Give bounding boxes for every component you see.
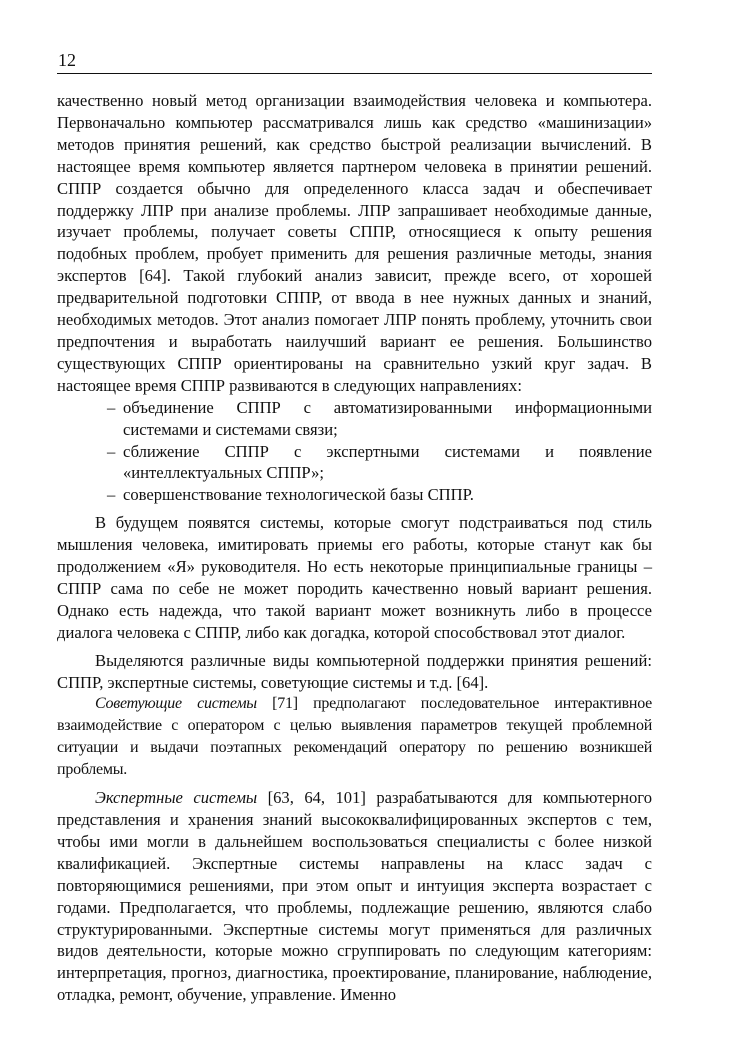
- term-advisory-systems: Советующие системы: [95, 695, 257, 713]
- header-rule: [57, 73, 652, 74]
- expert-systems-text: [63, 64, 101] разрабатываются для компьютерного представления и хранения знаний высококвалифицированных экспертов с тем, чтобы ими могли в дальнейшем воспользоваться специалисты с более низкой квалификацией. Экспертные системы направлены на класс задач с повторяющимися решениями, при этом опыт и интуиция эксперта возрастает с годами. Предполагается, что проблемы, подлежащие решению, являются слабо структурированными. Экспертные системы могут применяться для различных видов деятельности, которые можно сгруппировать по следующим категориям: интерпретация, прогноз, диагностика, проектирование, планирование, наблюдение, отладка, ремонт, обучение, управление. Именно: [57, 788, 652, 1005]
- paragraph-advisory-systems: [57, 693, 652, 781]
- paragraph-future-systems: В будущем появятся системы, которые смогут подстраиваться под стиль мышления человека, имитировать приемы его работы, которые станут как бы продолжением «Я» руководителя. Но есть некоторые принципиальные границы – СППР сама по себе не может породить качественно новый вариант решения. Однако есть надежда, что такой вариант может возникнуть либо в процессе диалога человека с СППР, либо как догадка, которой способствовал этот диалог.: [57, 513, 652, 642]
- list-item: – сближение СППР с экспертными системами и появление «интеллектуальных СППР»;: [107, 441, 652, 485]
- page-body: [57, 90, 652, 1006]
- page-number: 12: [58, 50, 76, 70]
- advisory-systems-text: [71] предполагают последовательное интерактивное взаимодействие с оператором с целью выявления параметров текущей проблемной ситуации и выдачи поэтапных рекомендаций оператору по решению возникшей проблемы.: [57, 695, 653, 779]
- paragraph-support-types: Выделяются различные виды компьютерной поддержки принятия решений: СППР, экспертные системы, советующие системы и т.д. [64].: [57, 650, 652, 692]
- directions-list: [57, 397, 652, 507]
- paragraph-continuation: качественно новый метод организации взаимодействия человека и компьютера. Первоначально компьютер рассматривался лишь как средство «машинизации» методов принятия решений, как средство быстрой реализации вычислений. В настоящее время компьютер является партнером человека в принятии решений. СППР создается обычно для определенного класса задач и обеспечивает поддержку ЛПР при анализе проблемы. ЛПР запрашивает необходимые данные, изучает проблемы, получает советы СППР, относящиеся к опыту решения подобных проблем, пробует применить для решения различные методы, знания экспертов [64]. Такой глубокий анализ зависит, прежде всего, от хорошей предварительной подготовки СППР, от ввода в нее нужных данных и знаний, необходимых методов. Этот анализ помогает ЛПР понять проблему, уточнить свои предпочтения и выработать наилучший вариант ее решения. Большинство существующих СППР ориентированы на сравнительно узкий круг задач. В настоящее время СППР развиваются в следующих направлениях:: [57, 91, 652, 395]
- list-item: – совершенствование технологической базы СППР.: [107, 484, 652, 506]
- list-item: – объединение СППР с автоматизированными информационными системами и системами связи;: [107, 397, 652, 441]
- paragraph-expert-systems: [57, 787, 652, 1006]
- term-expert-systems: Экспертные системы: [95, 788, 258, 808]
